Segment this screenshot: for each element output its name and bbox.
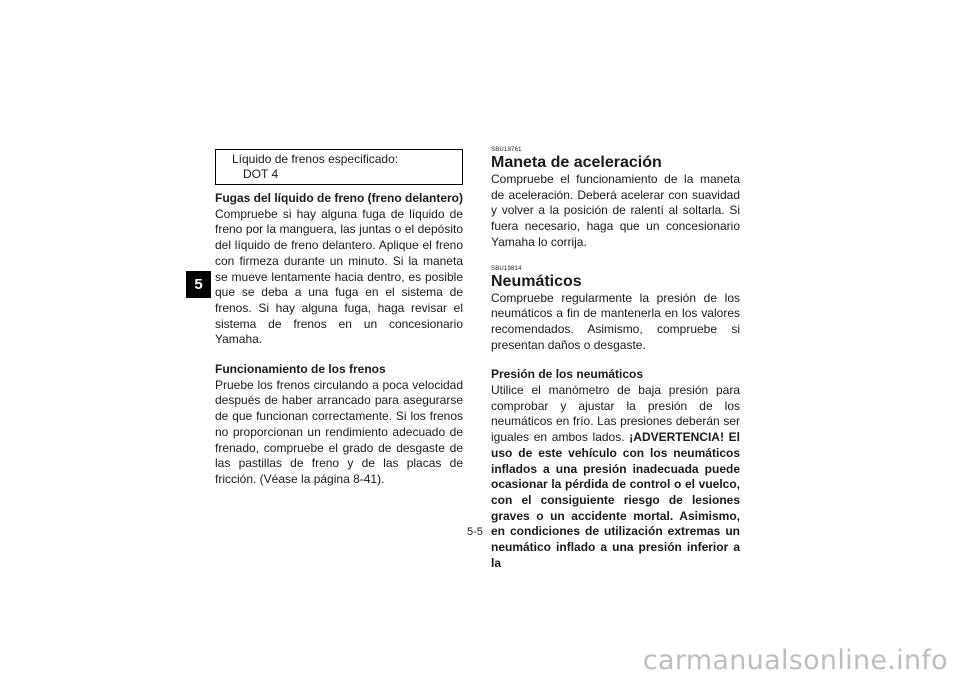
page-number: 5-5 — [467, 526, 483, 538]
left-column — [215, 191, 463, 488]
throttle-body: Compruebe el funcionamiento de la maneta de aceleración. Deberá acelerar con suavidad y volver a la posición de ralentí al soltarla. Si fuera necesario, haga que un concesionario Yamaha lo corrija. — [491, 172, 740, 249]
chapter-tab: 5 — [186, 271, 211, 298]
section-code: SBU19761 — [491, 147, 522, 153]
watermark: carmanualsonline.info — [642, 645, 948, 676]
brake-operation-body: Pruebe los frenos circulando a poca velocidad después de haber arrancado para asegurarse de que funcionan correctamente. Si los frenos no proporcionan un rendimiento adecuado de frenado, compruebe el grado de desgaste de las pastillas de freno y de las placas de fricción. (Véase la página 8-41). — [215, 377, 463, 486]
tires-heading: Neumáticos — [491, 272, 582, 290]
brake-leak-body: Compruebe si hay alguna fuga de líquido de freno por la manguera, las juntas o el depósito del líquido de freno delantero. Aplique el freno con firmeza durante un minuto. Si la maneta se mueve lentamente hacia dentro, es posible que se deba a una fuga en el sistema de frenos. Si hay alguna fuga, haga revisar el sistema de frenos en un concesionario Yamaha. — [215, 206, 463, 347]
tire-pressure-heading: Presión de los neumáticos — [491, 367, 644, 382]
brake-leak-heading: Fugas del líquido de freno (freno delantero) — [215, 191, 464, 205]
warning-text: ¡ADVERTENCIA! El uso de este vehículo con los neumáticos inflados a una presión inadecuada puede ocasionar la pérdida de control o el vuelco, con el consiguiente riesgo de lesiones graves o un accidente mortal. Asimismo, en condiciones de utilización extremas un neumático inflado a una presión inferior a la — [491, 430, 740, 570]
right-column — [491, 146, 740, 571]
brake-operation-heading: Funcionamiento de los frenos — [215, 362, 386, 377]
tire-pressure-text: Utilice el manómetro de baja presión para comprobar y ajustar la presión de los neumáticos en frío. Las presiones deberán ser iguales en ambos lados. — [491, 383, 740, 445]
spec-value: DOT 4 — [243, 167, 279, 181]
spec-label: Líquido de frenos especificado: — [232, 152, 399, 166]
tires-body: Compruebe regularmente la presión de los neumáticos a fin de mantenerla en los valores recomendados. Asimismo, compruebe si presentan daños o desgaste. — [491, 290, 740, 352]
tire-pressure-body — [491, 383, 740, 571]
throttle-heading: Maneta de aceleración — [491, 154, 662, 171]
spec-box — [215, 149, 463, 185]
section-code: SBU19814 — [491, 265, 522, 272]
